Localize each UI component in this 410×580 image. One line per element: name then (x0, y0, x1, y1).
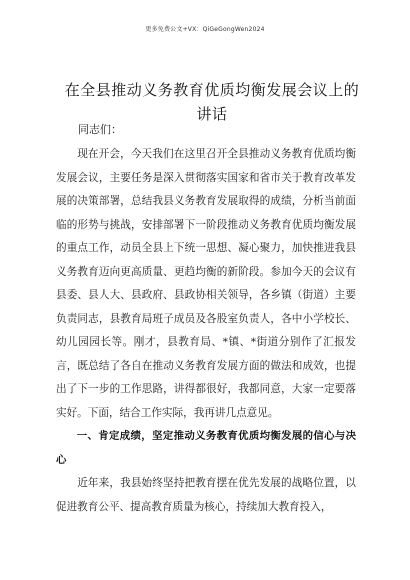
document-body (56, 143, 356, 519)
opening-paragraph: 现在开会，今天我们在这里召开全县推动义务教育优质均衡发展会议，主要任务是深入贯彻落实国家和省市关于教育改革发展的决策部署，总结我县义务教育发展取得的成绩，分析当前面临的形势与挑战，安排部署下一阶段推动义务教育优质均衡发展的重点工作，动员全县上下统一思想、凝心聚力，加快推进我县义务教育迈向更高质量、更趋均衡的新阶段。参加今天的会议有县委、县人大、县政府、县政协相关领导，各乡镇（街道）主要负责同志，县教育局班子成员及各股室负责人，各中小学校长、幼儿园园长等。刚才，县教育局、*镇、*街道分别作了汇报发言，既总结了各自在推动义务教育发展方面的做法和成效，也提出了下一步的工作思路，讲得都很好，我都同意，大家一定要落实好。下面，结合工作实际，我再讲几点意见。 (56, 148, 356, 419)
header-note: 更多免费公文+VX：QiGeGongWen2024 (145, 26, 265, 33)
section-paragraph: 近年来，我县始终坚持把教育摆在优先发展的战略位置，以促进教育公平、提高教育质量为核心，持续加大教育投入， (56, 477, 356, 513)
document-title: 在全县推动义务教育优质均衡发展会议上的讲话 (64, 81, 360, 123)
salutation: 同志们： (78, 123, 122, 136)
section-heading: 一、肯定成绩，坚定推动义务教育优质均衡发展的信心与决心 (56, 430, 356, 466)
